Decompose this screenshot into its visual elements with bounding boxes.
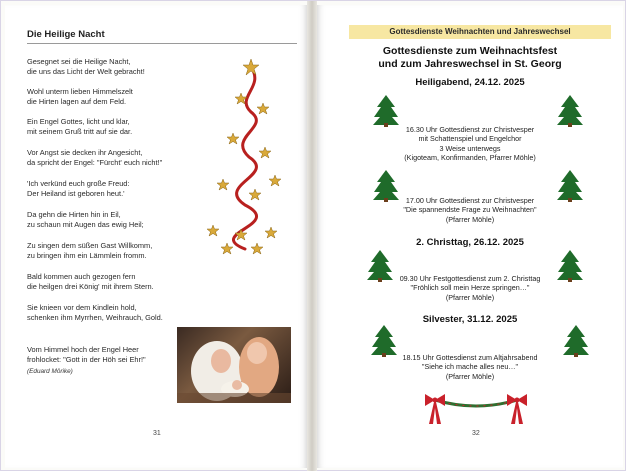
christmas-tree-icon	[563, 325, 589, 357]
day-title-christtag: 2. Christtag, 26.12. 2025	[416, 237, 524, 248]
stanza-2	[27, 87, 217, 106]
header-banner: Gottesdienste Weihnachten und Jahreswechsel	[349, 25, 611, 39]
stanza-line: Sie knieen vor dem Kindlein hold,	[27, 303, 137, 312]
service-line: (Pfarrer Möhle)	[445, 371, 495, 381]
service-line: 16.30 Uhr Gottesdienst zur Christvesper	[405, 125, 535, 134]
christmas-tree-icon	[373, 95, 399, 127]
garland-bow-icon	[423, 390, 529, 426]
service-line: 17.00 Uhr Gottesdienst zur Christvesper	[405, 196, 535, 205]
service-line: "Fröhlich soll mein Herze springen…"	[410, 283, 530, 293]
poem-attribution: (Eduard Mörike)	[27, 368, 73, 375]
service-line: (Kigoteam, Konfirmanden, Pfarrer Möhle)	[404, 153, 536, 163]
christmas-tree-icon	[371, 325, 397, 357]
service-line: (Pfarrer Möhle)	[445, 292, 495, 302]
service-line: mit Schattenspiel und Engelchor	[418, 134, 522, 144]
stanza-line: die Hirten lagen auf dem Feld.	[27, 96, 127, 106]
stanza-line: 'Ich verkünd euch große Freud:	[27, 179, 130, 188]
christmas-tree-icon	[557, 170, 583, 202]
stanza-line: Gesegnet sei die Heilige Nacht,	[27, 57, 131, 66]
service-line: 09.30 Uhr Festgottesdienst zum 2. Christtag	[399, 274, 541, 283]
headline	[327, 45, 613, 71]
stanza-8	[27, 272, 217, 291]
day-title-silvester: Silvester, 31.12. 2025	[422, 314, 518, 325]
service-entry	[375, 274, 565, 302]
stanza-line: Vor Angst sie decken ihr Angesicht,	[27, 148, 143, 157]
stanza-line: mit seinem Gruß tritt auf sie dar.	[27, 126, 133, 136]
service-entry	[375, 125, 565, 163]
stanza-7	[27, 241, 217, 260]
stanza-9	[27, 303, 217, 322]
stanza-3	[27, 117, 217, 136]
christmas-tree-icon	[373, 170, 399, 202]
day-title-heiligabend: Heiligabend, 24.12. 2025	[415, 77, 525, 88]
stanza-line: Der Heiland ist geboren heut.'	[27, 188, 125, 198]
service-line: "Die spannendste Frage zu Weihnachten"	[403, 205, 537, 215]
service-line: (Pfarrer Möhle)	[445, 214, 495, 224]
right-page	[317, 5, 623, 468]
stanza-line: Da gehn die Hirten hin in Eil,	[27, 210, 121, 219]
stanza-line: Vom Himmel hoch der Engel Heer	[27, 345, 139, 354]
stanza-5	[27, 179, 217, 198]
page-number: 32	[472, 430, 480, 437]
headline-line: Gottesdienste zum Weihnachtsfest	[382, 45, 558, 57]
stanza-6	[27, 210, 217, 229]
stanza-4	[27, 148, 217, 167]
poem-title: Die Heilige Nacht	[27, 29, 297, 44]
service-line: "Siehe ich mache alles neu…"	[421, 362, 519, 372]
stanza-line: die heilgen drei König' mit ihrem Stern.	[27, 281, 154, 291]
stanza-line: Zu singen dem süßen Gast Willkomm,	[27, 241, 153, 250]
nativity-photo	[177, 327, 291, 403]
stanza-line: die uns das Licht der Welt gebracht!	[27, 66, 145, 76]
star-spiral-tree-icon	[205, 57, 285, 257]
headline-line: und zum Jahreswechsel in St. Georg	[378, 58, 562, 70]
stanza-line: zu schaun mit Augen das ewig Heil;	[27, 219, 144, 229]
page-number: 31	[153, 430, 161, 437]
stanza-line: Ein Engel Gottes, licht und klar,	[27, 117, 130, 126]
stanza-line: schenken ihm Myrrhen, Weihrauch, Gold.	[27, 312, 163, 322]
service-entry	[375, 196, 565, 224]
service-entry	[375, 353, 565, 381]
stanza-line: zu bringen ihm ein Lämmlein fromm.	[27, 250, 147, 260]
stanza-line: da spricht der Engel: "Fürcht' euch nicht!"	[27, 157, 163, 167]
christmas-tree-icon	[367, 250, 393, 282]
service-line: 18.15 Uhr Gottesdienst zum Altjahrsabend	[402, 353, 538, 362]
stanza-line: Bald kommen auch gezogen fern	[27, 272, 136, 281]
stanza-1	[27, 57, 217, 76]
stanza-line: Wohl unterm lieben Himmelszelt	[27, 87, 133, 96]
service-line: 3 Weise unterwegs	[439, 143, 501, 153]
christmas-tree-icon	[557, 250, 583, 282]
left-page	[5, 5, 307, 468]
christmas-tree-icon	[557, 95, 583, 127]
stanza-line: frohlocket: "Gott in der Höh sei Ehr!"	[27, 354, 146, 364]
book-gutter	[307, 1, 317, 471]
